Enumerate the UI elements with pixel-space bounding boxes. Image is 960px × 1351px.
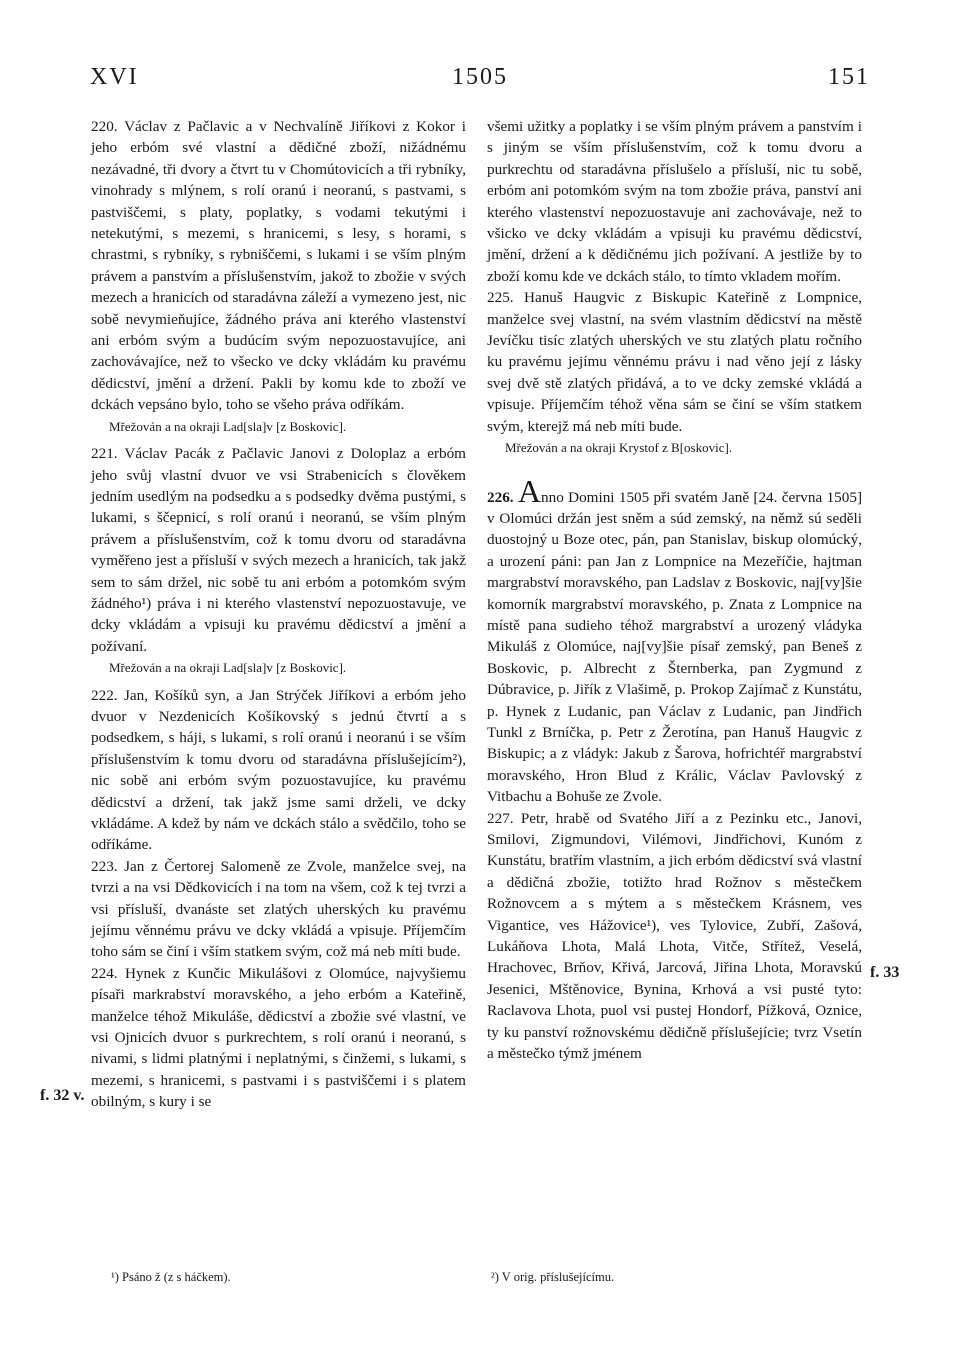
left-column [91,116,466,1113]
right-column [487,116,862,1064]
entry-222: 222. Jan, Košíků syn, a Jan Strýček Jiříkovi a erbóm jeho dvuor v Nezdenicích Košíkovský s jednú čtvrtí a s podsedkem, s háji, s lukami, s rolí oranú i neoranú i se vším příslušenstvím k tomu dvoru od staradávna příslušejícím²), nic sobě ani erbóm svým pozuostavujíce, ku pravému dědicství a držení, tak jakž jsme sami drželi, ve dcky vkládáme. A kdež by nám ve dckách stálo a svědčilo, toho se odříkáme. [91,686,466,854]
folio-note-left: f. 32 v. [40,1087,85,1104]
entry-221: 221. Václav Pacák z Pačlavic Janovi z Doloplaz a erbóm jeho svůj vlastní dvuor ve vsi Strabenicích s člověkem jedním usedlým na podsedku a s podsedky dvěma pustými, s lukami, s ščepnicí, s rolí oranú i neoranú, se vším plným právem a příslušenstvím, což k tomu dvoru od staradávna vyměřeno jest a přísluší v svých mezech a hranicích, tak jakž sem to sám držel, nic sobě tu ani erbóm a potomkóm svým žádného¹) práva i ni kterého vlastenství nepozuostavuje, ve dcky vkládám a vpisuji ku pravému dědicství a jmění a požívaní. [91,445,466,655]
drop-initial: A [517,472,542,509]
entry-224-continued: všemi užitky a poplatky i se vším plným právem a panstvím i s jiným se vším příslušenstvím, což k tomu dvoru a purkrechtu od staradávna příslušelo a přísluší, nic tu sobě, erbóm ani potomkóm svým na tom zbožie práva, panství ani kterého vlastenství nepozuostavuje ani zachovávaje, než to všicko ve dcky vkládám a vpisuji ku pravému dědicství, jmění, držení a k dědičnému jich požívaní. A jestliže by to zboží komu kde ve dckách stálo, to tímto vkladem mořím. [487,118,862,285]
entry-225: 225. Hanuš Haugvic z Biskupic Kateřině z Lompnice, manželce svej vlastní, na svém vlastním dědicství na městě Jevíčku tisíc zlatých uherských ve stu zlatých platu ročního ku pravému jejímu věnnému právu i nad věno její z lásky svej dvě stě zlatých přidává, a to ve dcky zemské vkládá a vpisuje. Příjemčím téhož věna sám se činí se vším statkem svým, kterejž má neb míti bude. [487,289,862,435]
marginal-annotation: Mřežován a na okraji Lad[sla]v [z Boskovic]. [109,418,347,434]
entry-220: 220. Václav z Pačlavic a v Nechvalíně Jiříkovi z Kokor i jeho erbóm své vlastní a dědičné zboží, nižádnému nezávadné, tři dvory a čtvrt tu v Chomútovicích a tři rybníky, vinohrady s mlýnem, s rolí oranú i neoranú, s pastvami, s pastviščemi, s platy, poplatky, s vodami tekutými i netekutými, s mezemi, s hranicemi, s lesy, s horami, s chrastmi, s rybníky, s rybniščemi, s lukami i se vším plným právem a panstvím a příslušenstvím, jakož to zbožie v svých mezech a hranicích od staradávna záleží a vymezeno jest, nic sobě nevymieňujíce, žádného práva ani kterého vlastenství ani erbóm svým a budúcím svým nepozuostavujíce, ani zachovávajíce, než to všecko ve dcky vkládám ku pravému dědicství, jmění a držení. Pakli by komu kde to zboží ve dckách vepsáno bylo, toho se všeho práva odříkám. [91,118,466,414]
footnote-2: ²) V orig. příslušejícímu. [491,1270,615,1284]
year-heading: 1505 [452,64,508,90]
entry-223: 223. Jan z Čertorej Salomeně ze Zvole, manželce svej, na tvrzi a na vsi Dědkovicích i na tom na všem, což k tej tvrzi a vsi přísluší, dvanáste set zlatých uherských ku pravému jejímu věnnému právu ve dcky vkládá a vpisuje. Příjemčím toho sám se činí i vším statkem svým, což má neb míti bude. [91,857,466,961]
page-number: 151 [828,64,870,90]
folio-note-right: f. 33 [870,964,900,981]
entry-number: 226. [487,488,514,506]
marginal-annotation: Mřežován a na okraji Lad[sla]v [z Boskovic]. [109,660,347,676]
page-header [90,64,870,98]
entry-226-text: nno Domini 1505 při svatém Janě [24. června 1505] v Olomúci držán jest sněm a súd zemský, na němž sú seděli duostojný u Boze otec, pán, pan Stanislav, biskup olomúcký, a urození páni: pan Jan z Lompnice na Mezeříčie, hajtman margrabství moravského, pan Ladslav z Boskovic, naj[vy]šie komorník margrabství moravského, p. Znata z Lompnice na místě pana sudieho téhož margrabství a urozený vládyka Mikuláš z Olomúce, naj[vy]šie písař zemský, pan Beneš z Boskovic, p. Albrecht z Šternberka, pan Zygmund z Dúbravice, p. Jiřík z Vlašimě, p. Prokop Zajímač z Kunstátu, p. Hynek z Ludanic, pan Václav z Ludanic, pan Jindřich Tunkl z Brníčka, p. Petr z Žerotína, pan Hanuš Haugvic z Biskupic; a z vládyk: Jakub z Šarova, hofrichtéř margrabství moravského, Hron Blud z Králic, Václav Pavlovský z Vitbachu a Bohuše ze Zvole. [487,488,862,806]
section-numeral: XVI [90,64,139,90]
entry-227: 227. Petr, hrabě od Svatého Jiří a z Pezinku etc., Janovi, Smilovi, Zigmundovi, Vilémovi, Jindřichovi, Kunóm z Kunstátu, bratřím vlastním, a jich erbóm dědicství svá vlastní a dědičná zbožie, totižto hrad Rožnov s městečkem Rožnovcem a s mýtem a s městečkem Krásnem, ves Vigantice, ves Hážovice¹), ves Tylovice, Zubří, Zašová, Lukáňova Lhota, Malá Lhota, Vitče, Střítež, Veselá, Hrachovec, Brňov, Křivá, Jarcová, Jiřina Lhota, Moravskú Jesenici, Mštěnovice, Bynina, Krhová a vsi pusté tyto: Raclavova Lhota, puol vsi pustej Hondorf, Pížková, Oznice, ty ku panství rožnovskému dědičně příslušejície; tvrz Vsetín a městečko týmž jménem [487,809,862,1063]
entry-226 [487,472,862,808]
marginal-annotation: Mřežován a na okraji Krystof z B[oskovic]. [505,440,733,456]
footnote-1: ¹) Psáno ž (z s háčkem). [111,1270,231,1284]
entry-224: 224. Hynek z Kunčic Mikulášovi z Olomúce, najvyšiemu písaři markrabství moravského, a jeho erbóm a Kateřině, manželce téhož Mikuláše, dědicství a zbožie své vlastní, ve vsi Ojnicích dvuor s purkrechtem, s rolí oranú i neoranú, s nivami, s lidmi platnými i neplatnými, s činžemi, s lukami, s mezemi, s hranicemi, s pastvami i s pastviščemi i s platem obilným, s kury i se [91,964,466,1111]
footnotes [91,1270,870,1292]
